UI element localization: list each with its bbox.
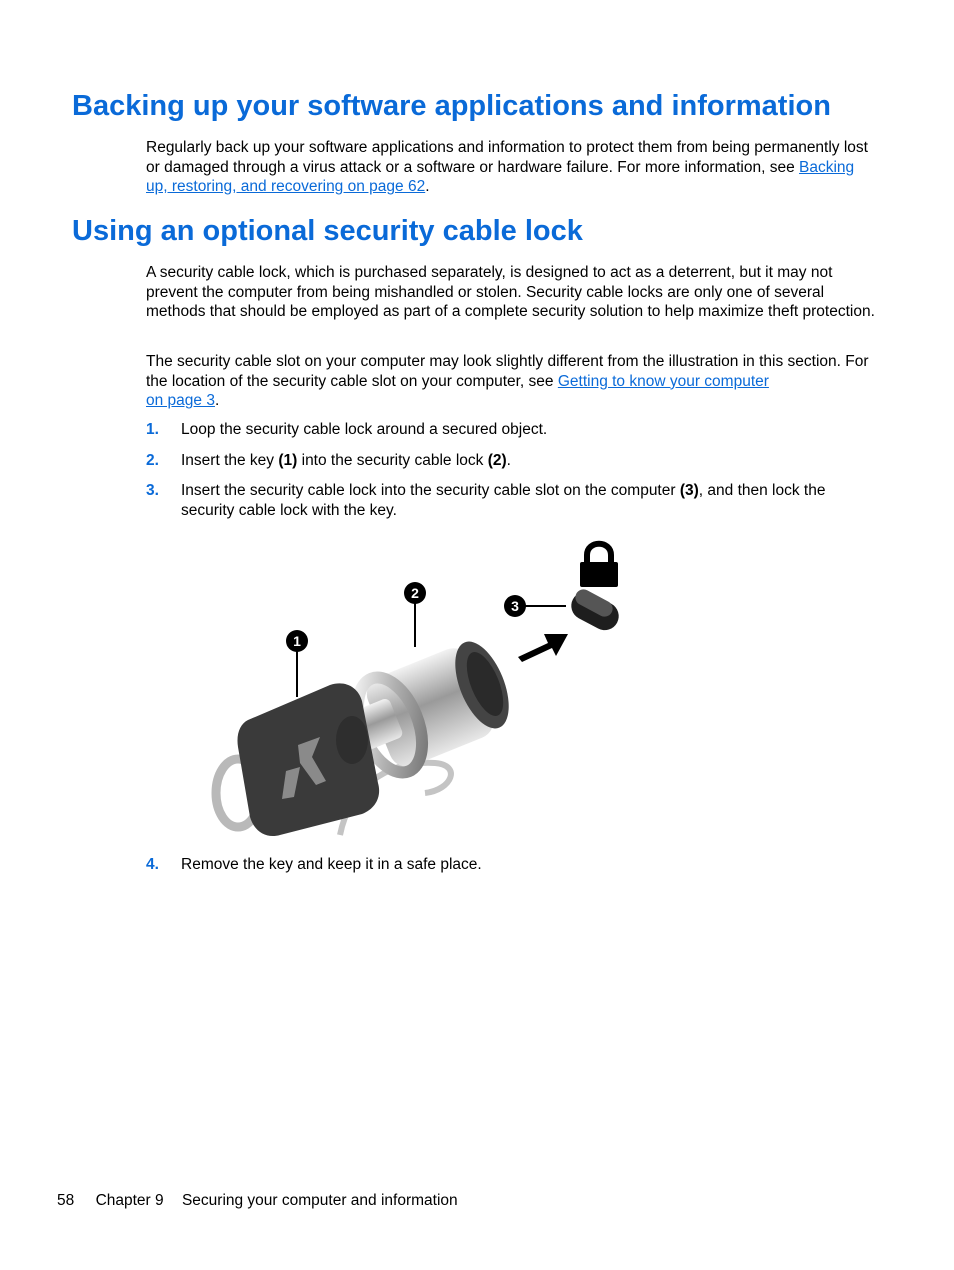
backup-end: . <box>425 178 430 195</box>
step-text <box>181 451 876 471</box>
security-slot-icon <box>566 587 623 636</box>
chapter-title: Securing your computer and information <box>181 1192 458 1209</box>
step-3 <box>146 481 876 520</box>
step-text <box>181 481 876 520</box>
key-icon <box>237 683 379 836</box>
step-number: 4. <box>146 856 159 873</box>
step-2 <box>146 451 876 471</box>
callout-1-label: 1 <box>293 633 301 649</box>
backup-text: Regularly back up your software applications and information to protect them from being permanently lost or damaged through a virus attack or a software or hardware failure. For more information, see <box>146 139 868 176</box>
step-text-part: . <box>506 452 511 469</box>
para2-text: The security cable slot on your computer may look slightly different from the illustration in this section. For the location of the security cable slot on your computer, see <box>146 353 869 390</box>
page-footer <box>57 1192 458 1210</box>
chapter-label: Chapter 9 <box>95 1192 164 1209</box>
security-cable-lock-illustration <box>200 535 630 840</box>
page-number: 58 <box>57 1192 75 1209</box>
cable-lock-paragraph-1: A security cable lock, which is purchased separately, is designed to act as a deterrent, but it may not prevent the computer from being mishandled or stolen. Security cable locks are only one of several methods that should be employed as part of a complete security solution to help maximize theft protection. <box>146 264 875 320</box>
padlock-icon <box>580 544 618 587</box>
para2-end: . <box>214 392 220 409</box>
step-text-part: Insert the key <box>181 452 279 469</box>
step-text: Loop the security cable lock around a secured object. <box>181 421 548 438</box>
step-callout-ref: (1) <box>278 452 298 469</box>
step-text: Remove the key and keep it in a safe place. <box>181 856 482 873</box>
getting-to-know-link-a[interactable]: Getting to know your computer <box>557 372 769 390</box>
step-number: 2. <box>146 452 159 469</box>
insert-arrow-icon <box>518 634 568 662</box>
step-callout-ref: (2) <box>487 452 507 469</box>
step-callout-ref: (3) <box>679 482 699 499</box>
cable-lock-paragraph-2 <box>146 352 876 411</box>
callout-2-label: 2 <box>411 585 419 601</box>
step-1 <box>146 420 876 440</box>
backup-paragraph <box>146 138 876 197</box>
section-heading-cable-lock: Using an optional security cable lock <box>72 215 583 247</box>
getting-to-know-link-b[interactable]: on page 3 <box>146 392 215 409</box>
step-text-part: into the security cable lock <box>297 452 488 469</box>
step-4 <box>146 855 876 875</box>
step-text-part: Insert the security cable lock into the security cable slot on the computer <box>181 482 680 499</box>
step-number: 3. <box>146 482 159 499</box>
callout-3-label: 3 <box>511 598 519 614</box>
backup-link[interactable]: Backing up, restoring, and recovering on page 62 <box>146 158 855 195</box>
section-heading-backup: Backing up your software applications and information <box>72 90 831 122</box>
step-text-part: , and then lock the security cable lock with the key. <box>181 482 826 519</box>
step-number: 1. <box>146 421 159 438</box>
